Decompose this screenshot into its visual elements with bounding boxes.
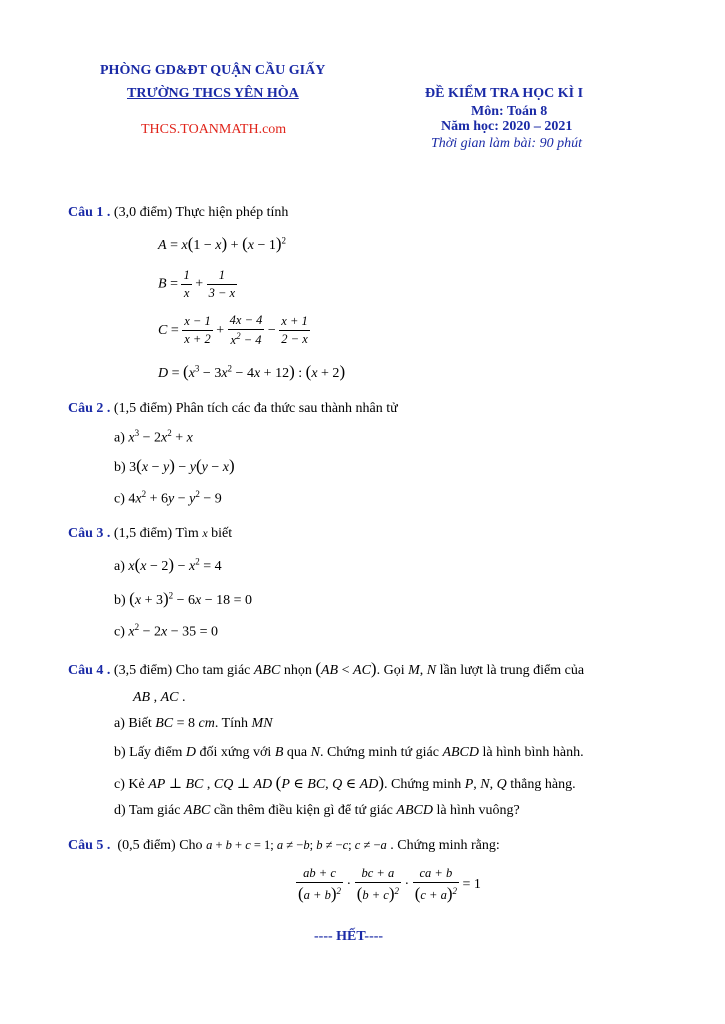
part-b-text: b) Lấy điểm bbox=[114, 745, 183, 760]
part-b-text-5: là hình bình hành. bbox=[482, 745, 584, 760]
triangle-name: ABC bbox=[253, 663, 281, 678]
question-2-text: (1,5 điểm) Phân tích các đa thức sau thành nhân tử bbox=[113, 401, 398, 416]
question-1 bbox=[68, 205, 288, 221]
part-d-text: d) Tam giác bbox=[114, 803, 181, 818]
question-1-text: (3,0 điểm) Thực hiện phép tính bbox=[113, 205, 289, 220]
question-3-part-c: c) $x^2 - 2x - 35 = 0$ bbox=[114, 622, 219, 640]
question-3-part-b: b) $(x + 3)^2 - 6x - 18 = 0$ bbox=[114, 589, 253, 608]
part-c-text-2: . Chứng minh bbox=[384, 777, 462, 792]
website-label: THCS.TOANMATH.com bbox=[141, 122, 287, 137]
question-3 bbox=[68, 526, 232, 542]
question-4: Câu 4 . (3,5 điểm) Cho tam giác ABC nhọn (AB < AC). Gọi M, N lần lượt là trung điểm của bbox=[68, 659, 585, 678]
question-4-continuation: AB , AC . bbox=[133, 690, 186, 705]
question-3-var: x bbox=[202, 526, 208, 540]
question-3-label: Câu 3 . bbox=[68, 526, 111, 541]
question-3-text: (1,5 điểm) Tìm bbox=[113, 526, 199, 541]
part-label: b) bbox=[114, 593, 126, 608]
question-4-part-b: b) Lấy điểm D đối xứng với B qua N. Chứng minh tứ giác ABCD là hình bình hành. bbox=[114, 745, 584, 760]
exam-title: ĐỀ KIỂM TRA HỌC KÌ I bbox=[425, 86, 584, 101]
question-4-label: Câu 4 . bbox=[68, 663, 111, 678]
question-3-part-a: a) $x(x - 2) - x^2 = 4$ bbox=[114, 555, 222, 574]
question-2-part-a: a) $x^3 - 2x^2 + x$ bbox=[114, 428, 193, 446]
part-label: c) bbox=[114, 624, 125, 640]
question-5-identity: $\frac{ab + c}{(a + b)^2}$ · $\frac{bc + a}{(b + c)^2}$ · $\frac{ca + b}{(c + a)^2}$ = 1 bbox=[298, 866, 481, 903]
part-b-text-2: đối xứng với bbox=[199, 745, 272, 760]
question-4-text: (3,5 điểm) Cho tam giác bbox=[113, 663, 251, 678]
part-a-text-2: . Tính bbox=[214, 716, 249, 731]
expression-d: $D = (x^3 - 3x^2 - 4x + 12)$ : (x + 2) bbox=[158, 362, 346, 381]
exam-duration: Thời gian làm bài: 90 phút bbox=[431, 136, 582, 151]
school-name: TRƯỜNG THCS YÊN HÒA bbox=[127, 86, 299, 101]
expression-b: B = $\frac{1}{x}$ + $\frac{1}{3 - x}$ bbox=[158, 268, 236, 300]
question-4-text-3: . Gọi bbox=[376, 663, 405, 678]
question-3-text-2: biết bbox=[211, 526, 233, 541]
question-5-label: Câu 5 . bbox=[68, 838, 111, 853]
part-b-text-3: qua bbox=[286, 745, 308, 760]
question-5-text-2: . Chứng minh rằng: bbox=[390, 838, 500, 853]
question-4-text-2: nhọn bbox=[283, 663, 312, 678]
part-label: b) bbox=[114, 460, 126, 475]
question-5: Câu 5 . (0,5 điểm) Cho a + b + c = 1; a ≠ −b; b ≠ −c; c ≠ −a . Chứng minh rằng: bbox=[68, 838, 500, 853]
question-4-part-a: a) Biết BC = 8 cm. Tính MN bbox=[114, 716, 273, 731]
exam-year: Năm học: 2020 – 2021 bbox=[441, 119, 573, 134]
part-b-text-4: . Chứng minh tứ giác bbox=[319, 745, 439, 760]
part-d-text-2: cần thêm điều kiện gì để tứ giác bbox=[213, 803, 393, 818]
expression-c: C = $\frac{x - 1}{x + 2}$ + $\frac{4x - 4}{x^2 - 4}$ − $\frac{x + 1}{2 - x}$ bbox=[158, 313, 308, 348]
part-a-text: a) Biết bbox=[114, 716, 152, 731]
end-marker: ---- HẾT---- bbox=[314, 929, 384, 944]
part-d-text-3: là hình vuông? bbox=[436, 803, 520, 818]
question-2-part-b: b) 3(x − y) − y(y − x) bbox=[114, 456, 235, 475]
part-c-text-3: thẳng hàng. bbox=[510, 777, 576, 792]
part-label: a) bbox=[114, 559, 125, 574]
question-2 bbox=[68, 401, 398, 417]
question-2-part-c: c) $4x^2 + 6y - y^2 - 9$ bbox=[114, 489, 222, 507]
department-name: PHÒNG GD&ĐT QUẬN CẦU GIẤY bbox=[100, 63, 326, 78]
part-label: a) bbox=[114, 430, 125, 446]
part-c-text: c) Kẻ bbox=[114, 777, 145, 792]
part-label: c) bbox=[114, 491, 125, 507]
question-4-text-4: lần lượt là trung điểm của bbox=[439, 663, 585, 678]
exam-subject: Môn: Toán 8 bbox=[471, 104, 548, 119]
expression-a: $A = x(1 - x) + (x - 1)^2$ bbox=[158, 234, 287, 253]
question-2-label: Câu 2 . bbox=[68, 401, 111, 416]
question-1-label: Câu 1 . bbox=[68, 205, 111, 220]
question-4-part-d: d) Tam giác ABC cần thêm điều kiện gì để tứ giác ABCD là hình vuông? bbox=[114, 803, 520, 818]
question-5-text: (0,5 điểm) Cho bbox=[117, 838, 203, 853]
question-4-part-c: c) Kẻ AP ⊥ BC , CQ ⊥ AD (P ∈ BC, Q ∈ AD). Chứng minh P, N, Q thẳng hàng. bbox=[114, 773, 576, 792]
